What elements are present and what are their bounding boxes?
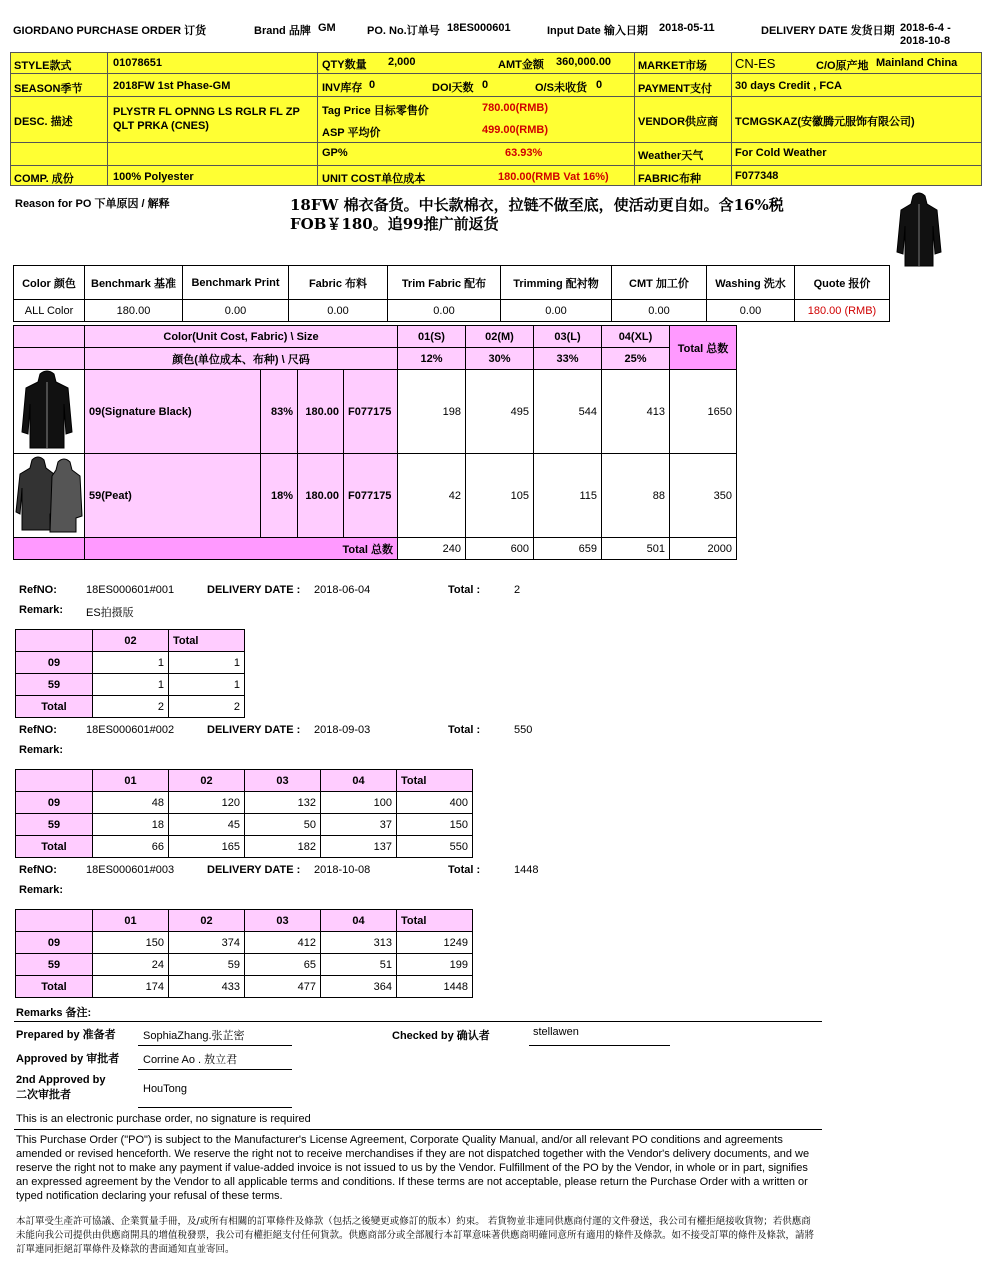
divider bbox=[14, 1129, 822, 1130]
approved-by-name: Corrine Ao . 敖立君 bbox=[143, 1054, 238, 1066]
cost-header-fabric: Fabric 布料 bbox=[289, 266, 388, 300]
cost-value-cmt: 0.00 bbox=[612, 300, 707, 322]
reason-label: Reason for PO 下单原因 / 解释 bbox=[15, 198, 170, 210]
co-label: C/O原产地 bbox=[816, 60, 869, 72]
input-date-label: Input Date 输入日期 bbox=[547, 25, 648, 37]
desc-line1: PLYSTR FL OPNNG LS RGLR FL ZP bbox=[113, 106, 300, 118]
qty-cell: 115 bbox=[534, 454, 602, 538]
cost-value-color: ALL Color bbox=[14, 300, 85, 322]
ref-label: RefNO: bbox=[19, 864, 57, 876]
cost-header-color: Color 颜色 bbox=[14, 266, 85, 300]
cost-value-quote: 180.00 (RMB) bbox=[795, 300, 890, 322]
qty-cell: 198 bbox=[398, 370, 466, 454]
po-label: PO. No.订单号 bbox=[367, 25, 440, 37]
checked-by-label: Checked by 确认者 bbox=[392, 1030, 490, 1042]
matrix-head-zh: 颜色(单位成本、布种) \ 尺码 bbox=[85, 348, 398, 370]
matrix-row bbox=[14, 454, 737, 538]
os-label: O/S未收货 bbox=[535, 82, 587, 94]
size-header-m: 02(M) bbox=[466, 326, 534, 348]
market-label: MARKET市场 bbox=[638, 60, 708, 72]
row-color-cost: 180.00 bbox=[298, 454, 344, 538]
vendor-label: VENDOR供应商 bbox=[638, 116, 719, 128]
ref-col-header: 03 bbox=[245, 910, 321, 932]
ref-qty-total: 182 bbox=[245, 836, 321, 858]
checked-by-name: stellawen bbox=[533, 1026, 579, 1038]
ref-col-header: 04 bbox=[321, 770, 397, 792]
ref-label: RefNO: bbox=[19, 584, 57, 596]
ref-delivery-date: 2018-09-03 bbox=[314, 724, 371, 736]
cost-value-washing: 0.00 bbox=[707, 300, 795, 322]
cost-header-benchmark-print: Benchmark Print bbox=[183, 266, 289, 300]
legal-terms-zh: 本訂單受生產許可協議、企業質量手冊，及/或所有相關的訂單條件及條款（包括之後變更或修訂的版本）約束。 若貨物並非連同供應商付運的文件發送，我公司有權拒絕接收貨物；若供應商未能向我公司提供由供應商開具的增值稅發票，我公司有權拒絕支付任何貨款。供應商部分或全部履行本訂單意味著供應商明確同意所有適用的條件及條款。如不接受訂單的條件及條款，請將訂單連同拒絕訂單條件及條款的書面通知直並寄回。 bbox=[16, 1216, 815, 1255]
cost-value-trim-fabric: 0.00 bbox=[388, 300, 501, 322]
cost-value-fabric: 0.00 bbox=[289, 300, 388, 322]
ref-delivery-date: 2018-10-08 bbox=[314, 864, 371, 876]
doi-label: DOI天数 bbox=[432, 82, 474, 94]
ref-qty: 18 bbox=[93, 814, 169, 836]
row-color-name: 59(Peat) bbox=[85, 454, 261, 538]
market-value: CN-ES bbox=[735, 56, 776, 71]
ref-col-header: 02 bbox=[93, 630, 169, 652]
size-header-s: 01(S) bbox=[398, 326, 466, 348]
qty-cell: 88 bbox=[602, 454, 670, 538]
season-label: SEASON季节 bbox=[14, 83, 83, 95]
row-total: 1650 bbox=[670, 370, 737, 454]
ref-qty-total: 137 bbox=[321, 836, 397, 858]
qty-value: 2,000 bbox=[388, 56, 416, 68]
desc-label: DESC. 描述 bbox=[14, 116, 73, 128]
fabric-value: F077348 bbox=[735, 170, 779, 182]
ref-number: 18ES000601#002 bbox=[86, 724, 175, 736]
size-header-xl: 04(XL) bbox=[602, 326, 670, 348]
ref-qty: 45 bbox=[169, 814, 245, 836]
remarks-label: Remarks 备注: bbox=[16, 1007, 92, 1019]
weather-value: For Cold Weather bbox=[735, 147, 827, 159]
black-parka-icon bbox=[14, 370, 80, 450]
ref-qty-total: 165 bbox=[169, 836, 245, 858]
prepared-by-label: Prepared by 准备者 bbox=[16, 1029, 116, 1041]
style-value: 01078651 bbox=[113, 57, 162, 69]
cost-header-cmt: CMT 加工价 bbox=[612, 266, 707, 300]
total-cell: 240 bbox=[398, 538, 466, 560]
divider bbox=[14, 1021, 822, 1022]
brand-label: Brand 品牌 bbox=[254, 25, 311, 37]
ref-qty: 150 bbox=[93, 932, 169, 954]
ref-qty: 24 bbox=[93, 954, 169, 976]
legal-terms-en: This Purchase Order ("PO") is subject to the Manufacturer's License Agreement, Corporate Quality Manual, and/or all relevant PO conditions and agreements amended or revised henceforth. We reserve the right not to receive merchandises if they are not dispatched together with the Vendor's delivery documents, and we reserve the right not to make any payment if value-added invoice is not issued to us by the Vendor. Fulfillment of the PO by the Vendor, in whole or in part, signifies an expressed agreement by the Vendor to all applicable terms and conditions. If these terms are not acceptable, please return the Purchase Order with a written or typed notification declaring your refusal of these terms. bbox=[16, 1134, 810, 1202]
ref-total-row-label: Total bbox=[16, 976, 93, 998]
ref-delivery-label: DELIVERY DATE : bbox=[207, 724, 301, 736]
payment-label: PAYMENT支付 bbox=[638, 83, 712, 95]
ref-col-header: 02 bbox=[169, 910, 245, 932]
ref-qty: 100 bbox=[321, 792, 397, 814]
ref-total: 2 bbox=[514, 584, 521, 596]
row-color-name: 09(Signature Black) bbox=[85, 370, 261, 454]
ref-col-header: 03 bbox=[245, 770, 321, 792]
total-cell: 600 bbox=[466, 538, 534, 560]
cost-value-benchmark: 180.00 bbox=[85, 300, 183, 322]
size-pct-l: 33% bbox=[534, 348, 602, 370]
gp-value: 63.93% bbox=[505, 147, 543, 159]
inv-label: INV库存 bbox=[322, 82, 363, 94]
os-value: 0 bbox=[596, 79, 603, 91]
ref-total-label: Total : bbox=[448, 724, 481, 736]
ref-row-color: 59 bbox=[16, 674, 93, 696]
ref-total-row-label: Total bbox=[16, 836, 93, 858]
ref-col-total: Total bbox=[397, 910, 473, 932]
ref-total: 1448 bbox=[514, 864, 539, 876]
ref-qty-total: 66 bbox=[93, 836, 169, 858]
cost-breakdown-table bbox=[13, 265, 890, 322]
total-cell: 659 bbox=[534, 538, 602, 560]
cost-value-trimming: 0.00 bbox=[501, 300, 612, 322]
cost-header-benchmark: Benchmark 基准 bbox=[85, 266, 183, 300]
po-number: 18ES000601 bbox=[447, 22, 511, 34]
comp-label: COMP. 成份 bbox=[14, 173, 74, 185]
ref-qty: 37 bbox=[321, 814, 397, 836]
ref-delivery-label: DELIVERY DATE : bbox=[207, 864, 301, 876]
ref-row-color: 09 bbox=[16, 932, 93, 954]
matrix-head-en: Color(Unit Cost, Fabric) \ Size bbox=[85, 326, 398, 348]
ref-row-total: 1249 bbox=[397, 932, 473, 954]
ref-number: 18ES000601#001 bbox=[86, 584, 175, 596]
ref-row-total: 1 bbox=[169, 674, 245, 696]
ref-qty-total: 174 bbox=[93, 976, 169, 998]
desc-line2: QLT PRKA (CNES) bbox=[113, 120, 209, 132]
color-swatch bbox=[14, 454, 85, 538]
tag-price-label: Tag Price 目标零售价 bbox=[322, 105, 429, 117]
row-total: 350 bbox=[670, 454, 737, 538]
second-approved-name: HouTong bbox=[143, 1083, 188, 1095]
ref-table bbox=[15, 629, 245, 718]
inv-value: 0 bbox=[369, 79, 376, 91]
payment-value: 30 days Credit , FCA bbox=[735, 80, 842, 92]
ref-qty: 313 bbox=[321, 932, 397, 954]
cost-value-benchmark-print: 0.00 bbox=[183, 300, 289, 322]
ref-grand-total: 550 bbox=[397, 836, 473, 858]
row-color-fabric: F077175 bbox=[344, 370, 398, 454]
ref-qty: 412 bbox=[245, 932, 321, 954]
ref-col-header: 01 bbox=[93, 910, 169, 932]
signature-line bbox=[138, 1045, 292, 1046]
asp-label: ASP 平均价 bbox=[322, 127, 381, 139]
matrix-row bbox=[14, 370, 737, 454]
ref-label: RefNO: bbox=[19, 724, 57, 736]
ref-remark: ES拍摄版 bbox=[86, 607, 134, 619]
second-approved-label-zh: 二次审批者 bbox=[16, 1089, 71, 1101]
ref-total-label: Total : bbox=[448, 584, 481, 596]
qty-label: QTY数量 bbox=[322, 59, 367, 71]
total-cell: 501 bbox=[602, 538, 670, 560]
ref-row-color: 59 bbox=[16, 814, 93, 836]
grand-total: 2000 bbox=[670, 538, 737, 560]
fabric-label: FABRIC布种 bbox=[638, 173, 701, 185]
delivery-range-start: 2018-6-4 - bbox=[900, 22, 951, 34]
po-info-panel bbox=[10, 52, 982, 186]
size-pct-xl: 25% bbox=[602, 348, 670, 370]
ref-qty: 1 bbox=[93, 652, 169, 674]
ref-qty: 59 bbox=[169, 954, 245, 976]
cost-header-washing: Washing 洗水 bbox=[707, 266, 795, 300]
signature-line bbox=[138, 1107, 292, 1108]
row-color-fabric: F077175 bbox=[344, 454, 398, 538]
qty-cell: 105 bbox=[466, 454, 534, 538]
ref-col-header: 04 bbox=[321, 910, 397, 932]
po-title: GIORDANO PURCHASE ORDER 订货 bbox=[13, 25, 207, 37]
qty-cell: 544 bbox=[534, 370, 602, 454]
ref-qty-total: 2 bbox=[93, 696, 169, 718]
ref-qty: 120 bbox=[169, 792, 245, 814]
row-color-pct: 83% bbox=[261, 370, 298, 454]
size-header-l: 03(L) bbox=[534, 326, 602, 348]
tag-price-value: 780.00(RMB) bbox=[482, 102, 549, 114]
parka-sketch-icon bbox=[893, 190, 945, 270]
doi-value: 0 bbox=[482, 79, 489, 91]
ref-qty: 1 bbox=[93, 674, 169, 696]
signature-line bbox=[138, 1069, 292, 1070]
ref-col-header: 02 bbox=[169, 770, 245, 792]
amt-value: 360,000.00 bbox=[556, 56, 612, 68]
ref-row-total: 150 bbox=[397, 814, 473, 836]
ref-row-color: 59 bbox=[16, 954, 93, 976]
ref-row-color: 09 bbox=[16, 792, 93, 814]
ref-qty: 374 bbox=[169, 932, 245, 954]
weather-label: Weather天气 bbox=[638, 150, 704, 162]
ref-qty: 48 bbox=[93, 792, 169, 814]
ref-total-row-label: Total bbox=[16, 696, 93, 718]
ref-number: 18ES000601#003 bbox=[86, 864, 175, 876]
approved-by-label: Approved by 审批者 bbox=[16, 1053, 120, 1065]
ref-qty: 132 bbox=[245, 792, 321, 814]
ref-grand-total: 2 bbox=[169, 696, 245, 718]
gp-label: GP% bbox=[322, 147, 348, 159]
matrix-total-header: Total 总数 bbox=[670, 326, 737, 370]
peat-parka-icon bbox=[14, 454, 84, 534]
reason-line1: 18FW 棉衣备货。中长款棉衣，拉链不做至底，使活动更自如。含16%税 bbox=[290, 196, 784, 214]
brand-value: GM bbox=[318, 22, 336, 34]
qty-cell: 413 bbox=[602, 370, 670, 454]
ref-col-header: 01 bbox=[93, 770, 169, 792]
ref-delivery-label: DELIVERY DATE : bbox=[207, 584, 301, 596]
amt-label: AMT金额 bbox=[498, 59, 544, 71]
ref-qty-total: 364 bbox=[321, 976, 397, 998]
matrix-total-label: Total 总数 bbox=[85, 538, 398, 560]
co-value: Mainland China bbox=[876, 57, 958, 69]
row-color-cost: 180.00 bbox=[298, 370, 344, 454]
ref-table bbox=[15, 909, 473, 998]
ref-col-total: Total bbox=[169, 630, 245, 652]
unit-cost-label: UNIT COST单位成本 bbox=[322, 173, 426, 185]
comp-value: 100% Polyester bbox=[113, 171, 194, 183]
size-matrix-table bbox=[13, 325, 737, 560]
qty-cell: 495 bbox=[466, 370, 534, 454]
delivery-range-end: 2018-10-8 bbox=[900, 35, 951, 47]
style-label: STYLE款式 bbox=[14, 60, 72, 72]
ref-row-total: 400 bbox=[397, 792, 473, 814]
ref-grand-total: 1448 bbox=[397, 976, 473, 998]
ref-qty: 51 bbox=[321, 954, 397, 976]
reason-line2: FOB￥180。追99推广前返货 bbox=[290, 215, 499, 233]
ref-qty-total: 477 bbox=[245, 976, 321, 998]
ref-total-label: Total : bbox=[448, 864, 481, 876]
size-pct-m: 30% bbox=[466, 348, 534, 370]
second-approved-label: 2nd Approved by bbox=[16, 1074, 106, 1086]
cost-header-trim-fabric: Trim Fabric 配布 bbox=[388, 266, 501, 300]
vendor-value: TCMGSKAZ(安徽腾元服饰有限公司) bbox=[735, 116, 915, 128]
row-color-pct: 18% bbox=[261, 454, 298, 538]
ref-total: 550 bbox=[514, 724, 533, 736]
ref-remark-label: Remark: bbox=[19, 884, 64, 896]
season-value: 2018FW 1st Phase-GM bbox=[113, 80, 231, 92]
ref-remark-label: Remark: bbox=[19, 744, 64, 756]
unit-cost-value: 180.00(RMB Vat 16%) bbox=[498, 171, 609, 183]
asp-value: 499.00(RMB) bbox=[482, 124, 549, 136]
delivery-label: DELIVERY DATE 发货日期 bbox=[761, 25, 895, 37]
cost-header-trimming: Trimming 配衬物 bbox=[501, 266, 612, 300]
ref-qty: 50 bbox=[245, 814, 321, 836]
ref-qty: 65 bbox=[245, 954, 321, 976]
ref-row-total: 199 bbox=[397, 954, 473, 976]
ref-table bbox=[15, 769, 473, 858]
color-swatch bbox=[14, 370, 85, 454]
ref-row-color: 09 bbox=[16, 652, 93, 674]
electronic-note: This is an electronic purchase order, no signature is required bbox=[16, 1113, 311, 1125]
ref-row-total: 1 bbox=[169, 652, 245, 674]
cost-header-quote: Quote 报价 bbox=[795, 266, 890, 300]
qty-cell: 42 bbox=[398, 454, 466, 538]
input-date: 2018-05-11 bbox=[659, 22, 715, 34]
ref-delivery-date: 2018-06-04 bbox=[314, 584, 371, 596]
ref-remark-label: Remark: bbox=[19, 604, 64, 616]
ref-qty-total: 433 bbox=[169, 976, 245, 998]
signature-line bbox=[529, 1045, 670, 1046]
ref-col-total: Total bbox=[397, 770, 473, 792]
size-pct-s: 12% bbox=[398, 348, 466, 370]
prepared-by-name: SophiaZhang.张芷密 bbox=[143, 1030, 245, 1042]
